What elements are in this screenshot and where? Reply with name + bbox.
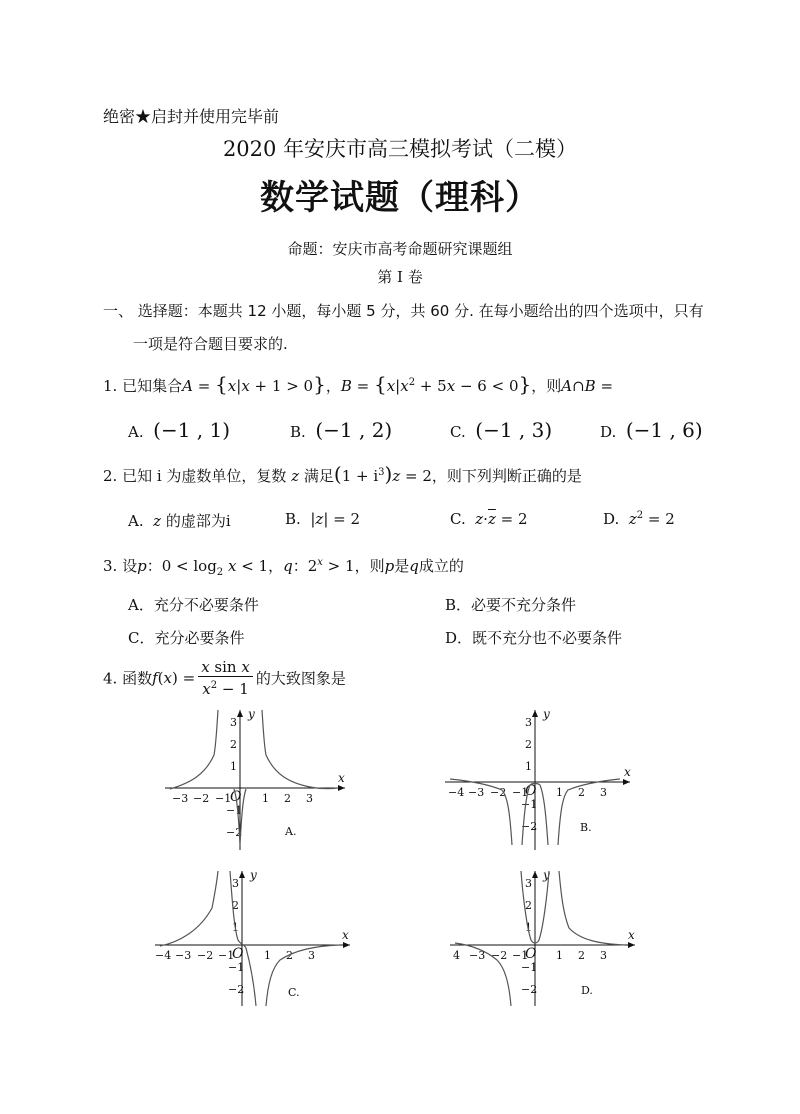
svg-text:−2: −2 — [491, 949, 508, 962]
question-3-option-a: A．充分不必要条件 — [128, 596, 259, 614]
svg-text:2: 2 — [232, 899, 239, 912]
curve-left — [170, 710, 218, 789]
tick-x: −3 — [172, 792, 189, 805]
question-3-stem: 3. 设p：$0 < \log_2 x < 1$，q：$2^x > 1$，则p是q成立的 — [103, 557, 464, 578]
origin-label: O — [230, 789, 242, 805]
svg-text:−1: −1 — [521, 798, 538, 811]
question-1-stem: 1. 已知集合A = {x|x + 1 > 0}，$B = \{x|x^2 + 5x - 6 < 0\}$，则A∩B = — [103, 372, 614, 396]
svg-text:y: y — [543, 707, 550, 721]
svg-text:2: 2 — [578, 786, 585, 799]
svg-text:y: y — [543, 868, 550, 882]
svg-text:x: x — [342, 928, 349, 942]
svg-text:2: 2 — [525, 738, 532, 751]
tick-x: −2 — [193, 792, 210, 805]
svg-text:2: 2 — [525, 899, 532, 912]
graph-label-b: B. — [580, 821, 592, 834]
svg-text:3: 3 — [308, 949, 315, 962]
graph-b — [440, 705, 640, 855]
svg-text:−3: −3 — [175, 949, 192, 962]
svg-text:O: O — [525, 946, 537, 962]
svg-text:1: 1 — [264, 949, 271, 962]
svg-text:3: 3 — [232, 877, 239, 890]
section-heading: 一、 选择题：本题共 12 小题，每小题 5 分，共 60 分. 在每小题给出的四个选项中，只有 — [103, 302, 704, 320]
subject-title: 数学试题（理科） — [260, 178, 540, 218]
tick-y: −1 — [226, 804, 243, 817]
svg-text:x: x — [624, 765, 631, 779]
svg-text:−1: −1 — [512, 786, 529, 799]
question-2-option-b: B. |z| = 2 — [285, 510, 361, 528]
tick-x: 1 — [262, 792, 269, 805]
svg-text:−3: −3 — [469, 949, 486, 962]
tick-x: 2 — [284, 792, 291, 805]
graph-d — [445, 868, 645, 1008]
question-1-option-b: B. (−1 , 2) — [290, 418, 393, 442]
y-label: y — [248, 707, 255, 721]
svg-text:−3: −3 — [468, 786, 485, 799]
graph-label-c: C. — [288, 986, 300, 999]
graph-label-a: A. — [285, 825, 297, 838]
svg-text:−2: −2 — [490, 786, 507, 799]
svg-text:O: O — [232, 946, 244, 962]
svg-text:−4: −4 — [448, 786, 465, 799]
svg-text:−1: −1 — [228, 961, 245, 974]
svg-text:O: O — [525, 783, 537, 799]
svg-text:3: 3 — [525, 716, 532, 729]
svg-text:x: x — [628, 928, 635, 942]
svg-text:3: 3 — [525, 877, 532, 890]
svg-text:2: 2 — [578, 949, 585, 962]
graph-c — [150, 868, 360, 1008]
svg-text:1: 1 — [525, 921, 532, 934]
svg-text:−1: −1 — [218, 949, 235, 962]
svg-text:3: 3 — [600, 786, 607, 799]
svg-text:y: y — [250, 868, 257, 882]
svg-text:−2: −2 — [521, 983, 538, 996]
volume-label: 第 Ⅰ 卷 — [377, 268, 423, 286]
question-3-option-d: D．既不充分也不必要条件 — [445, 629, 623, 647]
question-2-option-d: D. $z^2 = 2$ — [603, 510, 675, 528]
svg-text:2: 2 — [286, 949, 293, 962]
svg-text:1: 1 — [556, 786, 563, 799]
question-2-stem: 2. 已知 i 为虚数单位，复数 z 满足$(1 + i^3)z = 2$，则下列判断正确的是 — [103, 462, 582, 486]
svg-text:−2: −2 — [197, 949, 214, 962]
svg-text:1: 1 — [556, 949, 563, 962]
question-2-option-a: A. z 的虚部为i — [128, 512, 231, 530]
section-heading-cont: 一项是符合题目要求的. — [133, 335, 288, 353]
question-1-option-d: D. (−1 , 6) — [600, 418, 703, 442]
svg-text:−1: −1 — [521, 961, 538, 974]
svg-text:−4: −4 — [155, 949, 172, 962]
question-4-stem: 4. 函数f(x) = $\frac{\text{x sin x}}{x^2 - 1}$ 的大致图象是 — [103, 658, 346, 698]
svg-text:1: 1 — [525, 760, 532, 773]
author-line: 命题：安庆市高考命题研究课题组 — [287, 240, 513, 258]
svg-text:4: 4 — [453, 949, 460, 962]
curve-right — [262, 710, 338, 789]
tick-y: 3 — [230, 716, 237, 729]
question-3-option-b: B．必要不充分条件 — [445, 596, 577, 614]
confidential-notice: 绝密★启封并使用完毕前 — [103, 107, 280, 126]
svg-text:−1: −1 — [512, 949, 529, 962]
x-label: x — [338, 771, 345, 785]
svg-text:3: 3 — [600, 949, 607, 962]
question-1-option-a: A. (−1 , 1) — [128, 418, 231, 442]
question-1-option-c: C. (−1 , 3) — [450, 418, 553, 442]
svg-text:−2: −2 — [521, 820, 538, 833]
tick-x: −1 — [215, 792, 232, 805]
svg-text:1: 1 — [232, 921, 239, 934]
graph-label-d: D. — [581, 984, 593, 997]
tick-x: 3 — [306, 792, 313, 805]
exam-title: 2020 年安庆市高三模拟考试（二模） — [222, 137, 578, 161]
question-2-option-c: C. $z\cdot\overline{z} = 2$ — [450, 510, 528, 528]
question-3-option-c: C．充分必要条件 — [128, 629, 245, 647]
tick-y: 2 — [230, 738, 237, 751]
tick-y: 1 — [230, 760, 237, 773]
svg-text:−2: −2 — [228, 983, 245, 996]
graph-a — [160, 705, 360, 855]
tick-y: −2 — [226, 826, 243, 839]
